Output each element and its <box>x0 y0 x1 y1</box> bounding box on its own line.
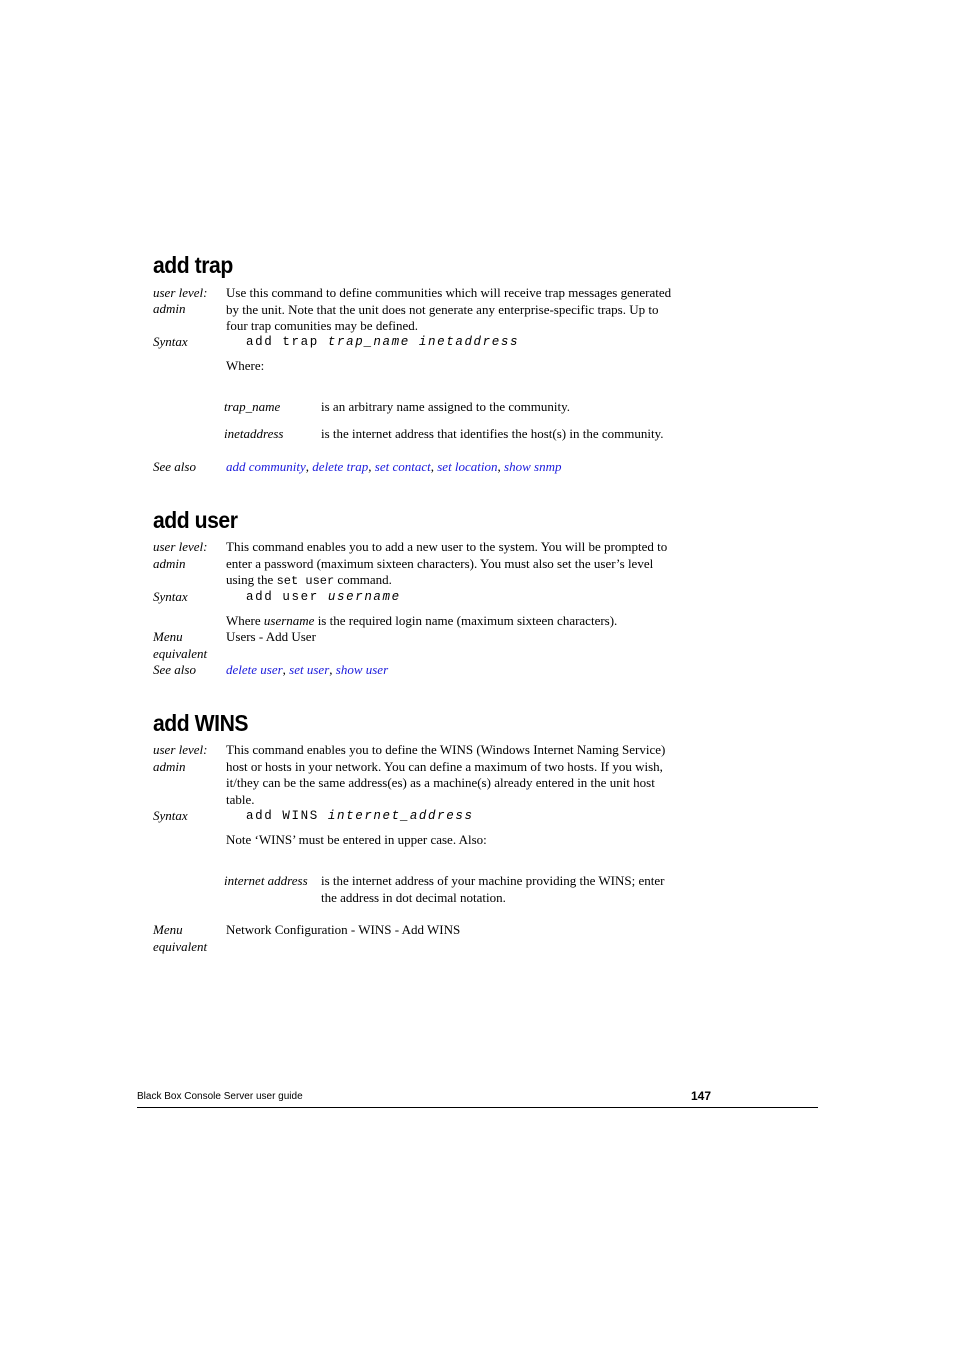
user-level-label: user level: <box>153 539 208 554</box>
page-number: 147 <box>691 1089 712 1103</box>
menu-equivalent-value: Users - Add User <box>226 629 316 644</box>
syntax-params: internet_address <box>327 809 474 823</box>
separator: , <box>430 459 438 474</box>
user-desc-line-3 <box>226 572 667 590</box>
param-desc-line-2: the address in dot decimal notation. <box>321 889 506 905</box>
text-fragment: using the <box>226 572 277 587</box>
syntax-params: trap_name inetaddress <box>327 335 520 349</box>
link-set-user[interactable]: set user <box>289 662 330 677</box>
syntax-command: add trap <box>246 335 328 349</box>
separator: , <box>305 459 313 474</box>
user-description <box>226 539 667 590</box>
section-title-add-user: add user <box>153 507 238 533</box>
syntax-command: add user <box>246 590 328 604</box>
trap-desc-line-1: Use this command to define communities which will receive trap messages generated <box>226 285 672 300</box>
syntax-label: Syntax <box>153 808 188 823</box>
syntax-label: Syntax <box>153 334 188 349</box>
param-name: internet address <box>224 873 308 888</box>
menu-label: Menu <box>153 922 183 937</box>
footer-rule <box>137 1107 818 1108</box>
link-add-community[interactable]: add community <box>226 459 306 474</box>
trap-description <box>226 285 671 335</box>
param-name: username <box>263 613 315 628</box>
link-delete-user[interactable]: delete user <box>226 662 283 677</box>
menu-equivalent-value: Network Configuration - WINS - Add WINS <box>226 922 461 937</box>
user-level-value: admin <box>153 556 186 571</box>
text-fragment: Where <box>226 613 264 628</box>
param-name: inetaddress <box>224 426 284 441</box>
user-level-value: admin <box>153 301 186 316</box>
footer-title: Black Box Console Server user guide <box>137 1091 303 1102</box>
wins-desc-line-4: table. <box>226 791 255 807</box>
link-set-location[interactable]: set location <box>437 459 498 474</box>
user-desc-line-2: enter a password (maximum sixteen characters). You must also set the user’s level <box>226 555 654 571</box>
where-label: Where: <box>226 358 265 373</box>
syntax-command: add WINS <box>246 809 328 823</box>
menu-label: Menu <box>153 629 183 644</box>
separator: , <box>497 459 505 474</box>
see-also-label: See also <box>153 662 196 677</box>
trap-desc-line-2: by the unit. Note that the unit does not generate any enterprise-specific traps. Up to <box>226 301 659 317</box>
separator: , <box>368 459 375 474</box>
text-fragment: command. <box>334 572 392 587</box>
link-set-contact[interactable]: set contact <box>374 459 431 474</box>
user-level-value: admin <box>153 759 186 774</box>
link-show-user[interactable]: show user <box>335 662 389 677</box>
user-where <box>226 613 617 630</box>
param-desc: is an arbitrary name assigned to the community. <box>321 399 570 414</box>
link-show-snmp[interactable]: show snmp <box>504 459 562 474</box>
user-desc-line-1: This command enables you to add a new user to the system. You will be prompted to <box>226 539 668 554</box>
separator: , <box>329 662 336 677</box>
separator: , <box>282 662 290 677</box>
trap-desc-line-3: four trap comunities may be defined. <box>226 318 419 333</box>
see-also-links <box>226 662 388 679</box>
param-desc: is the internet address that identifies the host(s) in the community. <box>321 426 664 441</box>
see-also-links <box>226 459 561 476</box>
text-fragment: is the required login name (maximum sixteen characters). <box>314 613 618 628</box>
wins-description <box>226 742 665 808</box>
trap-syntax <box>246 335 519 349</box>
syntax-label: Syntax <box>153 589 188 604</box>
param-name: trap_name <box>224 399 281 414</box>
see-also-label: See also <box>153 459 196 474</box>
syntax-params: username <box>327 590 401 604</box>
user-level-label: user level: <box>153 285 208 300</box>
inline-code: set user <box>276 574 335 588</box>
menu-label-equivalent: equivalent <box>153 939 208 954</box>
wins-desc-line-2: host or hosts in your network. You can define a maximum of two hosts. If you wish, <box>226 758 663 774</box>
user-syntax <box>246 590 401 604</box>
section-title-add-wins: add WINS <box>153 710 249 736</box>
wins-note: Note ‘WINS’ must be entered in upper case. Also: <box>226 832 487 847</box>
wins-syntax <box>246 809 474 823</box>
menu-label-equivalent: equivalent <box>153 646 208 661</box>
param-desc-line-1: is the internet address of your machine providing the WINS; enter <box>321 873 665 888</box>
user-level-label: user level: <box>153 742 208 757</box>
wins-desc-line-1: This command enables you to define the WINS (Windows Internet Naming Service) <box>226 742 666 757</box>
param-desc <box>321 873 664 906</box>
section-title-add-trap: add trap <box>153 252 233 278</box>
link-delete-trap[interactable]: delete trap <box>312 459 369 474</box>
wins-desc-line-3: it/they can be the same address(es) as a machine(s) already entered in the unit host <box>226 775 655 790</box>
